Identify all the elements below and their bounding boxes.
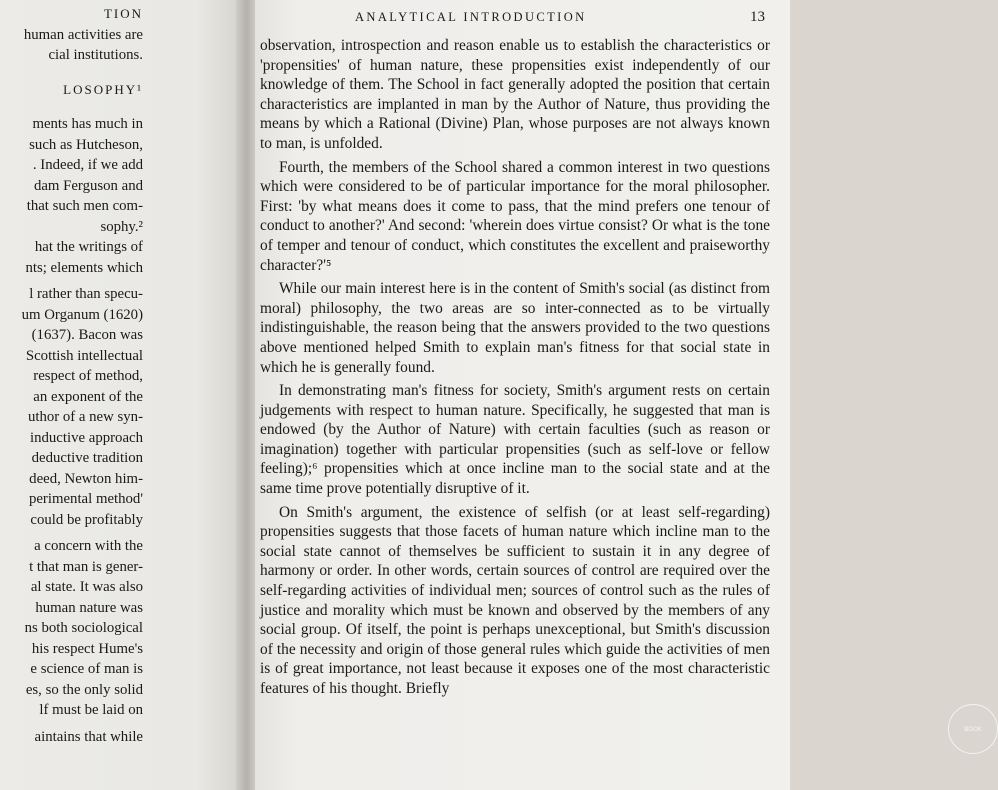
body-paragraph: While our main interest here is in the content of Smith's social (as distinct from moral) philosophy, the two areas are so inter-connected as to be virtually indistinguishable, the reason being that the answers provided to the two questions above mentioned helped Smith to explain man's fitness for that social state in which he is generally found.: [260, 280, 770, 376]
left-page-line: al state. It was also: [30, 579, 143, 595]
left-page-line: ns both sociological: [24, 620, 143, 636]
left-page-line: a concern with the: [34, 538, 143, 554]
left-page-heading: TION: [103, 6, 143, 21]
left-page-line: dam Ferguson and: [33, 177, 143, 194]
left-page-line: aintains that while: [34, 728, 143, 745]
left-page-line: um Organum (1620): [21, 306, 143, 323]
left-page-line: (1637). Bacon was: [31, 327, 143, 343]
left-page-line: nts; elements which: [25, 259, 143, 276]
body-paragraph: Fourth, the members of the School shared a common interest in two questions which were considered to be of particular importance for the moral philosopher. First: 'by what means does it come to pass, that the mind prefers one tenour of conduct to another?' And second: 'wherein does virtue consist? Or what is the tone of temper and tenour of conduct, which constitutes the excellent and praiseworthy character?'⁵: [260, 158, 770, 274]
body-paragraph: On Smith's argument, the existence of selfish (or at least self-regarding) propensities suggests that those facets of human nature which incline man to the social state cannot of themselves be sufficient to sustain it in any degree of harmony or order. In other words, certain sources of control are required over the self-regarding activities of individual men; sources of control such as the rules of justice and morality which must be known and observed by the members of any social group. Of itself, the point is perhaps unexceptional, but Smith's discussion of the necessity and origin of those general rules which guide the activities of men is of great importance, not least because it exposes one of the most characteristic features of his thought. Briefly: [260, 503, 770, 697]
left-page: [0, 0, 246, 790]
left-page-line: could be profitably: [30, 511, 143, 528]
body-paragraph: observation, introspection and reason enable us to establish the characteristics or 'propensities' of human nature, these propensities exist independently of our knowledge of them. The School in fact generally adopted the position that certain characteristics are implanted in man by the Author of Nature, thus providing the means by which a Rational (Divine) Plan, whose purposes are not always known to man, is unfolded.: [260, 37, 770, 152]
right-page: [255, 0, 982, 790]
left-page-line: such as Hutcheson,: [29, 136, 143, 153]
left-page-line: respect of method,: [33, 368, 143, 384]
left-page-line: deductive tradition: [31, 450, 143, 466]
watermark-stamp: [948, 704, 998, 754]
left-page-line: t that man is gener-: [29, 558, 143, 575]
watermark-text: BOOK: [964, 725, 982, 733]
left-page-line: e science of man is: [30, 661, 143, 677]
left-page-line: l rather than specu-: [29, 286, 143, 302]
left-page-line: inductive approach: [30, 429, 143, 446]
left-page-line: an exponent of the: [33, 388, 143, 405]
left-page-line: hat the writings of: [34, 239, 143, 255]
left-page-line: that such men com-: [26, 198, 143, 214]
left-page-line: es, so the only solid: [25, 681, 143, 698]
left-page-line: human activities are: [23, 26, 143, 43]
left-page-heading: LOSOPHY¹: [63, 81, 143, 97]
left-page-line: cial institutions.: [48, 47, 143, 63]
left-page-line: . Indeed, if we add: [32, 157, 143, 173]
left-page-line: perimental method': [28, 491, 143, 507]
body-paragraph: In demonstrating man's fitness for society, Smith's argument rests on certain judgements with respect to human nature. Specifically, he suggested that man is endowed (by the Author of Nature) with certain faculties (such as reason or imagination) together with particular propensities (such as self-love or fellow feeling);⁶ propensities which at once incline man to the social state and at the same time prove potentially disruptive of it.: [260, 382, 770, 498]
left-page-line: deed, Newton him-: [29, 470, 143, 487]
left-page-line: his respect Hume's: [31, 640, 143, 657]
left-page-line: human nature was: [35, 599, 143, 616]
page-number: 13: [750, 9, 765, 25]
left-page-line: ments has much in: [32, 116, 143, 132]
left-page-spacer: [0, 66, 143, 80]
left-page-line: Scottish intellectual: [25, 347, 143, 364]
running-head-title: ANALYTICAL INTRODUCTION: [355, 10, 587, 24]
left-page-line: lf must be laid on: [39, 702, 143, 718]
left-page-line: sophy.²: [100, 218, 143, 235]
left-page-spacer: [0, 100, 143, 114]
right-page-body: [260, 36, 770, 703]
left-page-text: [0, 4, 143, 747]
left-page-line: uthor of a new syn-: [27, 409, 143, 425]
